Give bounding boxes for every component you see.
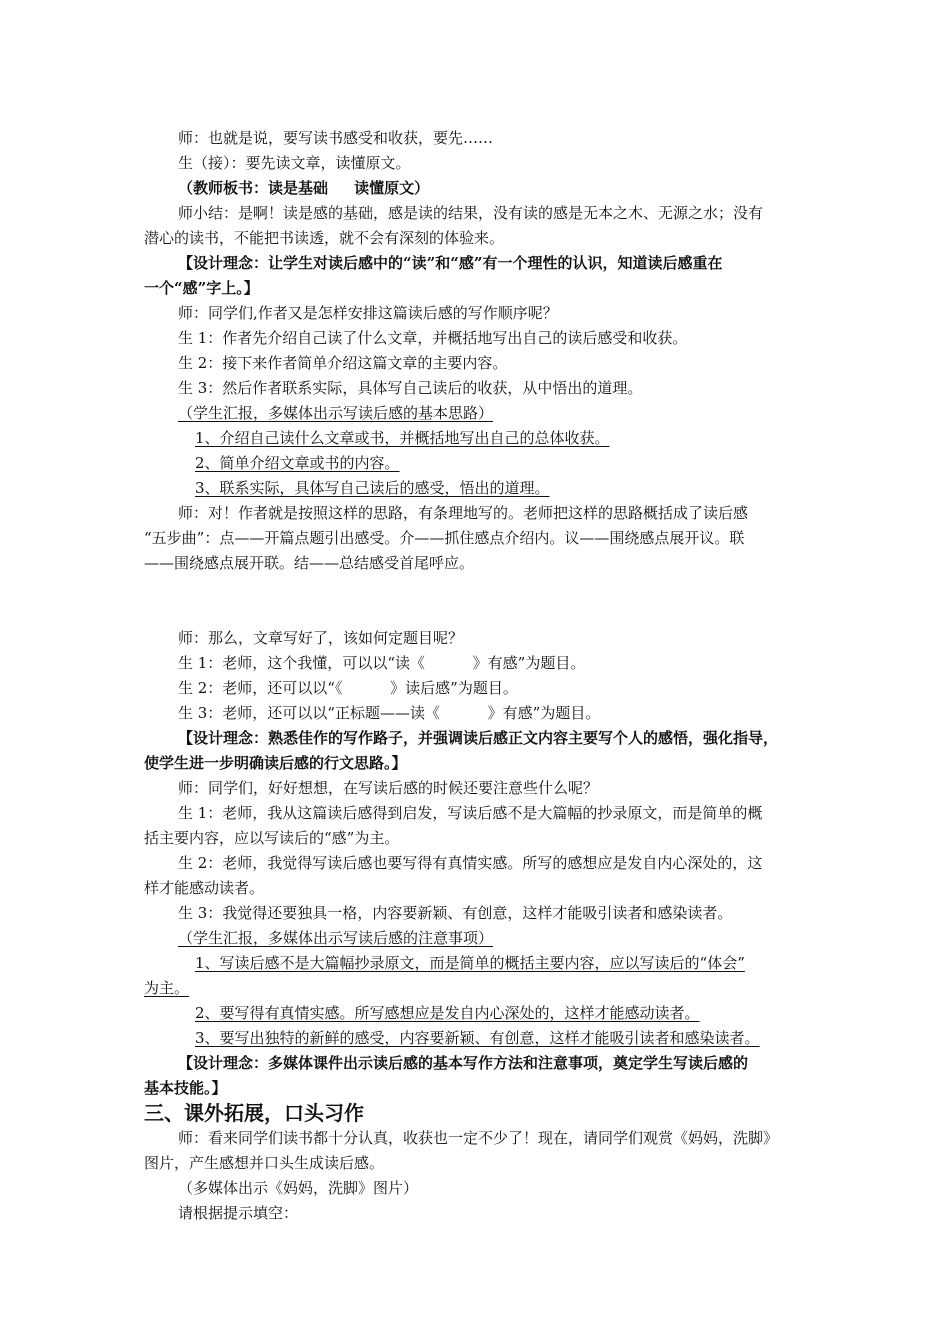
dialogue-line: 生 2：老师，我觉得写读后感也要写得有真情实感。所写的感想应是发自内心深处的，这 (178, 854, 763, 872)
dialogue-line: 师：那么，文章写好了，该如何定题目呢？ (178, 629, 464, 647)
dialogue-line: 师小结：是啊！读是感的基础，感是读的结果，没有读的感是无本之木、无源之水；没有 (178, 204, 764, 222)
media-note: （多媒体出示《妈妈，洗脚》图片） (178, 1179, 419, 1197)
dialogue-line: 生 1：老师，这个我懂，可以以“读《 》有感”为题目。 (178, 654, 586, 672)
dialogue-line: 生 1：老师，我从这篇读后感得到启发，写读后感不是大篇幅的抄录原文，而是简单的概 (178, 804, 763, 822)
dialogue-line: 潜心的读书，不能把书读透，就不会有深刻的体验来。 (144, 229, 505, 247)
dialogue-line: 括主要内容，应以写读后的“感”为主。 (144, 829, 400, 847)
dialogue-line: 师：也就是说，要写读书感受和收获，要先…… (178, 129, 494, 147)
dialogue-line: 生 3：老师，还可以以“正标题——读《 》有感”为题目。 (178, 704, 601, 722)
board-note: （教师板书：读是基础 读懂原文） (178, 179, 430, 197)
dialogue-line: 生 3：我觉得还要独具一格，内容要新颖、有创意，这样才能吸引读者和感染读者。 (178, 904, 733, 922)
dialogue-line: 图片，产生感想并口头生成读后感。 (144, 1154, 385, 1172)
dialogue-line: 师：同学们，好好想想，在写读后感的时候还要注意些什么呢？ (178, 779, 599, 797)
dialogue-line: 生 2：接下来作者简单介绍这篇文章的主要内容。 (178, 354, 508, 372)
list-item: 3、联系实际，具体写自己读后的感受，悟出的道理。 (195, 479, 550, 497)
list-item: 3、要写出独特的新鲜的感受，内容要新颖、有创意，这样才能吸引读者和感染读者。 (195, 1029, 760, 1047)
dialogue-line: 师：同学们,作者又是怎样安排这篇读后感的写作顺序呢？ (178, 304, 558, 322)
design-note: 一个“感”字上。】 (144, 279, 259, 297)
media-note: （学生汇报，多媒体出示写读后感的注意事项） (178, 929, 494, 947)
section-heading: 三、课外拓展，口头习作 (144, 1101, 364, 1125)
instruction-line: 请根据提示填空： (178, 1204, 299, 1222)
list-item: 2、要写得有真情实感。所写感想应是发自内心深处的，这样才能感动读者。 (195, 1004, 700, 1022)
dialogue-line: 生 1：作者先介绍自己读了什么文章，并概括地写出自己的读后感受和收获。 (178, 329, 688, 347)
dialogue-line: 样才能感动读者。 (144, 879, 265, 897)
dialogue-line: 生 3：然后作者联系实际，具体写自己读后的收获，从中悟出的道理。 (178, 379, 643, 397)
dialogue-line: ——围绕感点展开联。结——总结感受首尾呼应。 (144, 554, 475, 572)
design-note: 【设计理念：让学生对读后感中的“读”和“感”有一个理性的认识，知道读后感重在 (178, 254, 723, 272)
dialogue-line: 师：对！作者就是按照这样的思路，有条理地写的。老师把这样的思路概括成了读后感 (178, 504, 749, 522)
dialogue-line: 师：看来同学们读书都十分认真，收获也一定不少了！现在，请同学们观赏《妈妈，洗脚》 (178, 1129, 779, 1147)
dialogue-line: “五步曲”：点——开篇点题引出感受。介——抓住感点介绍内。议——围绕感点展开议。联 (144, 529, 745, 547)
dialogue-line: 生（接）：要先读文章，读懂原文。 (178, 154, 411, 172)
list-item: 1、介绍自己读什么文章或书，并概括地写出自己的总体收获。 (195, 429, 610, 447)
media-note: （学生汇报，多媒体出示写读后感的基本思路） (178, 404, 494, 422)
list-item: 1、写读后感不是大篇幅抄录原文，而是简单的概括主要内容，应以写读后的“体会” (195, 954, 745, 972)
design-note: 使学生进一步明确读后感的行文思路。】 (144, 754, 407, 772)
design-note: 基本技能。】 (144, 1079, 227, 1097)
design-note: 【设计理念：熟悉佳作的写作路子，并强调读后感正文内容主要写个人的感悟，强化指导， (178, 729, 779, 747)
dialogue-line: 生 2：老师，还可以以“《 》读后感”为题目。 (178, 679, 518, 697)
design-note: 【设计理念：多媒体课件出示读后感的基本写作方法和注意事项，奠定学生写读后感的 (178, 1054, 749, 1072)
list-item: 2、简单介绍文章或书的内容。 (195, 454, 400, 472)
list-item: 为主。 (144, 979, 190, 997)
